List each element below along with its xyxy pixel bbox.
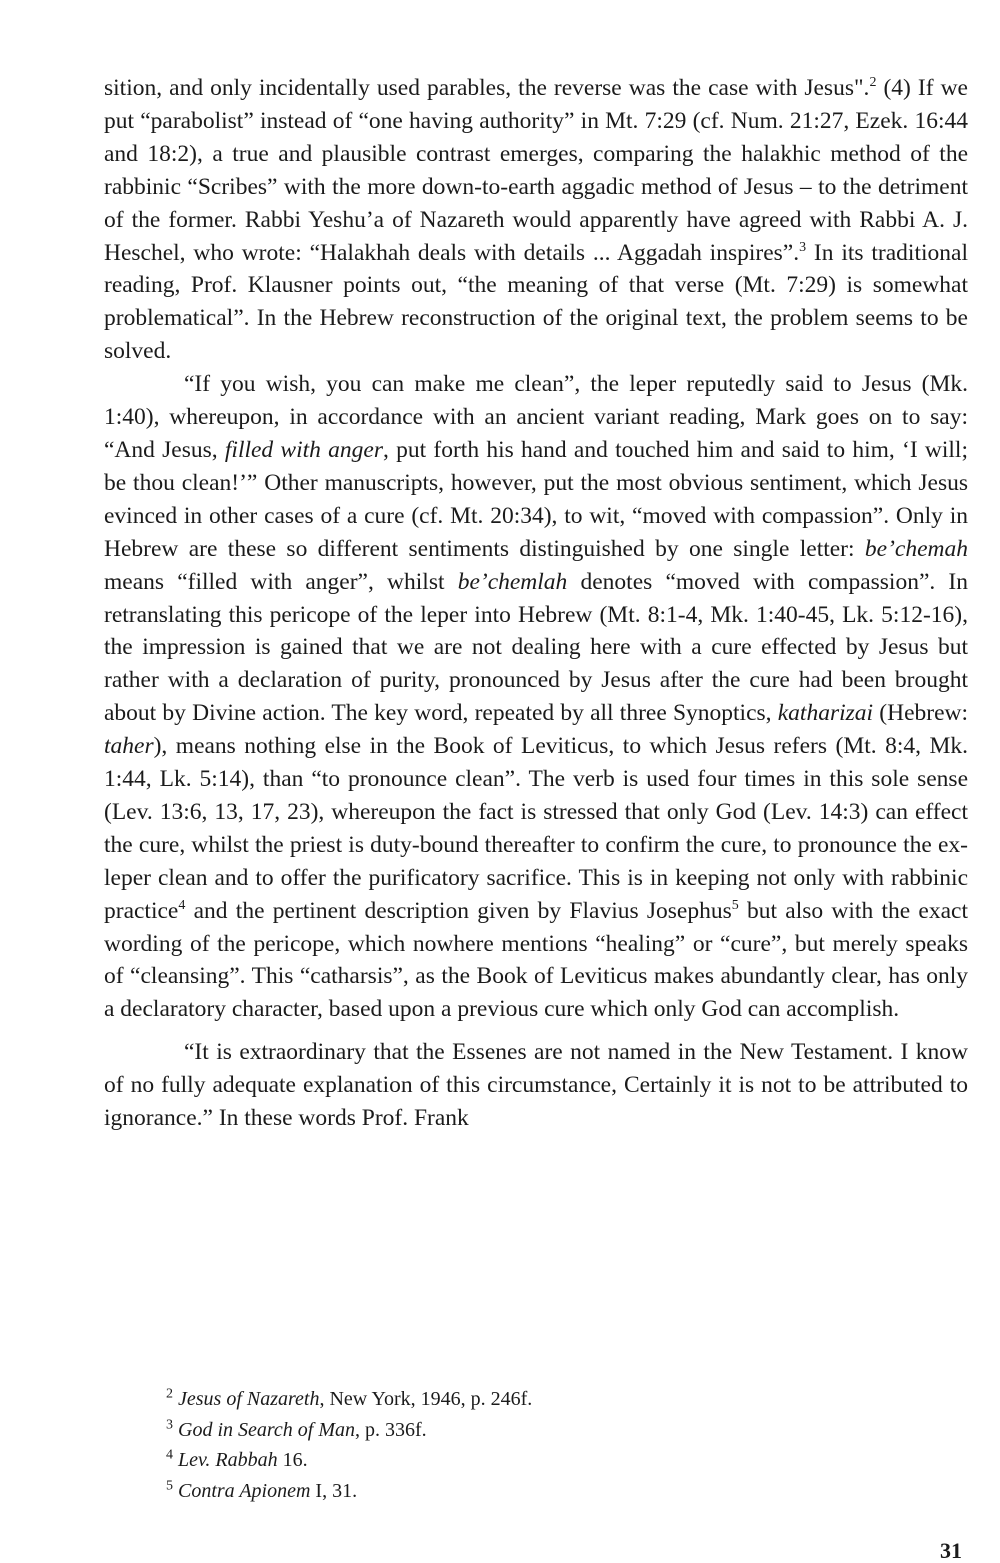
footnote-number: 5 — [166, 1477, 173, 1493]
footnote-title: Contra Apionem — [178, 1479, 311, 1502]
italic-term: taher — [104, 733, 154, 760]
footnote-ref: 5 — [731, 897, 739, 913]
text-run: denotes “moved with compassion”. In retranslating this pericope of the leper into Hebrew (Mt. 8:1-4, Mk. 1:40-45, Lk. 5:12-16), the impression is gained that we are not dealing here with a cure effected by Jesus but rather with a declaration of purity, pronounced by Jesus after the cure had been brought about by Divine action. The key word, repeated by all three Synoptics, — [104, 568, 968, 727]
footnotes — [166, 1384, 866, 1506]
footnote-number: 3 — [166, 1416, 173, 1432]
footnote-title: Jesus of Nazareth — [178, 1388, 320, 1410]
paragraph-2 — [104, 368, 968, 1026]
text-run: means “filled with anger”, whilst — [104, 568, 458, 595]
italic-term: be’chemlah — [457, 568, 568, 595]
text-run: “It is extraordinary that the Essenes are not named in the New Testament. I know of no fully adequate explanation of this circumstance, Certainly it is not to be attributed to ignorance.” In these words Prof. Frank — [104, 1039, 968, 1132]
text-run: (4) If we put “parabolist” instead of “one having authority” in Mt. 7:29 (cf. Num. 21:27, Ezek. 16:44 and 18:2), a true and plausible contrast emerges, comparing the halakhic method of the rabbinic “Scribes” with the more down-to-earth aggadic method of Jesus – to the detriment of the former. Rabbi Yeshu’a of Nazareth would apparently have agreed with Rabbi A. J. Heschel, who wrote: “Halakhah deals with details ... Aggadah inspires”. — [104, 75, 968, 266]
footnote-number: 4 — [166, 1447, 173, 1463]
italic-term: katharizai — [777, 700, 874, 727]
page-number: 31 — [940, 1538, 962, 1563]
text-run: “If you wish, you can make me clean”, the leper reputedly said to Jesus (Mk. 1:40), whereupon, in accordance with an ancient variant reading, Mark goes on to say: “And Jesus, — [104, 371, 968, 463]
paragraph-1 — [104, 72, 968, 368]
footnote-text: I, 31. — [310, 1479, 358, 1502]
page-body — [104, 72, 968, 1135]
footnote-text: , p. 336f. — [355, 1418, 427, 1441]
footnote-ref: 4 — [178, 897, 186, 913]
footnote-title: Lev. Rabbah — [178, 1449, 278, 1471]
text-run: ), means nothing else in the Book of Leviticus, to which Jesus refers (Mt. 8:4, Mk. 1:44, Lk. 5:14), than “to pronounce clean”. The verb is used four times in this sole sense (Lev. 13:6, 13, 17, 23), whereupon the fact is stressed that only God (Lev. 14:3) can effect the cure, whilst the priest is duty-bound thereafter to confirm the cure, to pronounce the ex-leper clean and to offer the purificatory sacrifice. This is in keeping not only with rabbinic practice — [104, 733, 968, 924]
footnote — [166, 1415, 866, 1446]
footnote — [166, 1384, 866, 1415]
italic-term: filled with anger — [224, 436, 383, 463]
text-run: In its traditional reading, Prof. Klausner points out, “the meaning of that verse (Mt. 7:29) is somewhat problematical”. In the Hebrew reconstruction of the original text, the problem seems to be solved. — [104, 239, 968, 365]
text-run: sition, and only incidentally used parables, the reverse was the case with Jesus". — [104, 75, 870, 101]
footnote — [166, 1445, 866, 1476]
footnote-number: 2 — [166, 1386, 173, 1402]
text-run: and the pertinent description given by Flavius Josephus — [185, 897, 732, 924]
text-run: (Hebrew: — [873, 700, 969, 727]
footnote-text: 16. — [277, 1449, 308, 1471]
footnote-title: God in Search of Man — [178, 1418, 356, 1441]
footnote-ref: 2 — [869, 75, 877, 91]
footnote — [166, 1476, 866, 1507]
text-run: , put forth his hand and touched him and said to him, ‘I will; be thou clean!’” Other manuscripts, however, put the most obvious sentiment, which Jesus evinced in other cases of a cure (cf. Mt. 20:34), to wit, “moved with compassion”. Only in Hebrew are these so different sentiments distinguished by one single letter: — [104, 436, 968, 562]
paragraph-3 — [104, 1036, 968, 1135]
footnote-text: , New York, 1946, p. 246f. — [319, 1388, 533, 1410]
text-run: but also with the exact wording of the pericope, which nowhere mentions “healing” or “cure”, but merely speaks of “cleansing”. This “catharsis”, as the Book of Leviticus makes abundantly clear, has only a declaratory character, based upon a previous cure which only God can accomplish. — [104, 897, 968, 1023]
footnote-ref: 3 — [799, 239, 807, 255]
italic-term: be’chemah — [864, 535, 968, 562]
